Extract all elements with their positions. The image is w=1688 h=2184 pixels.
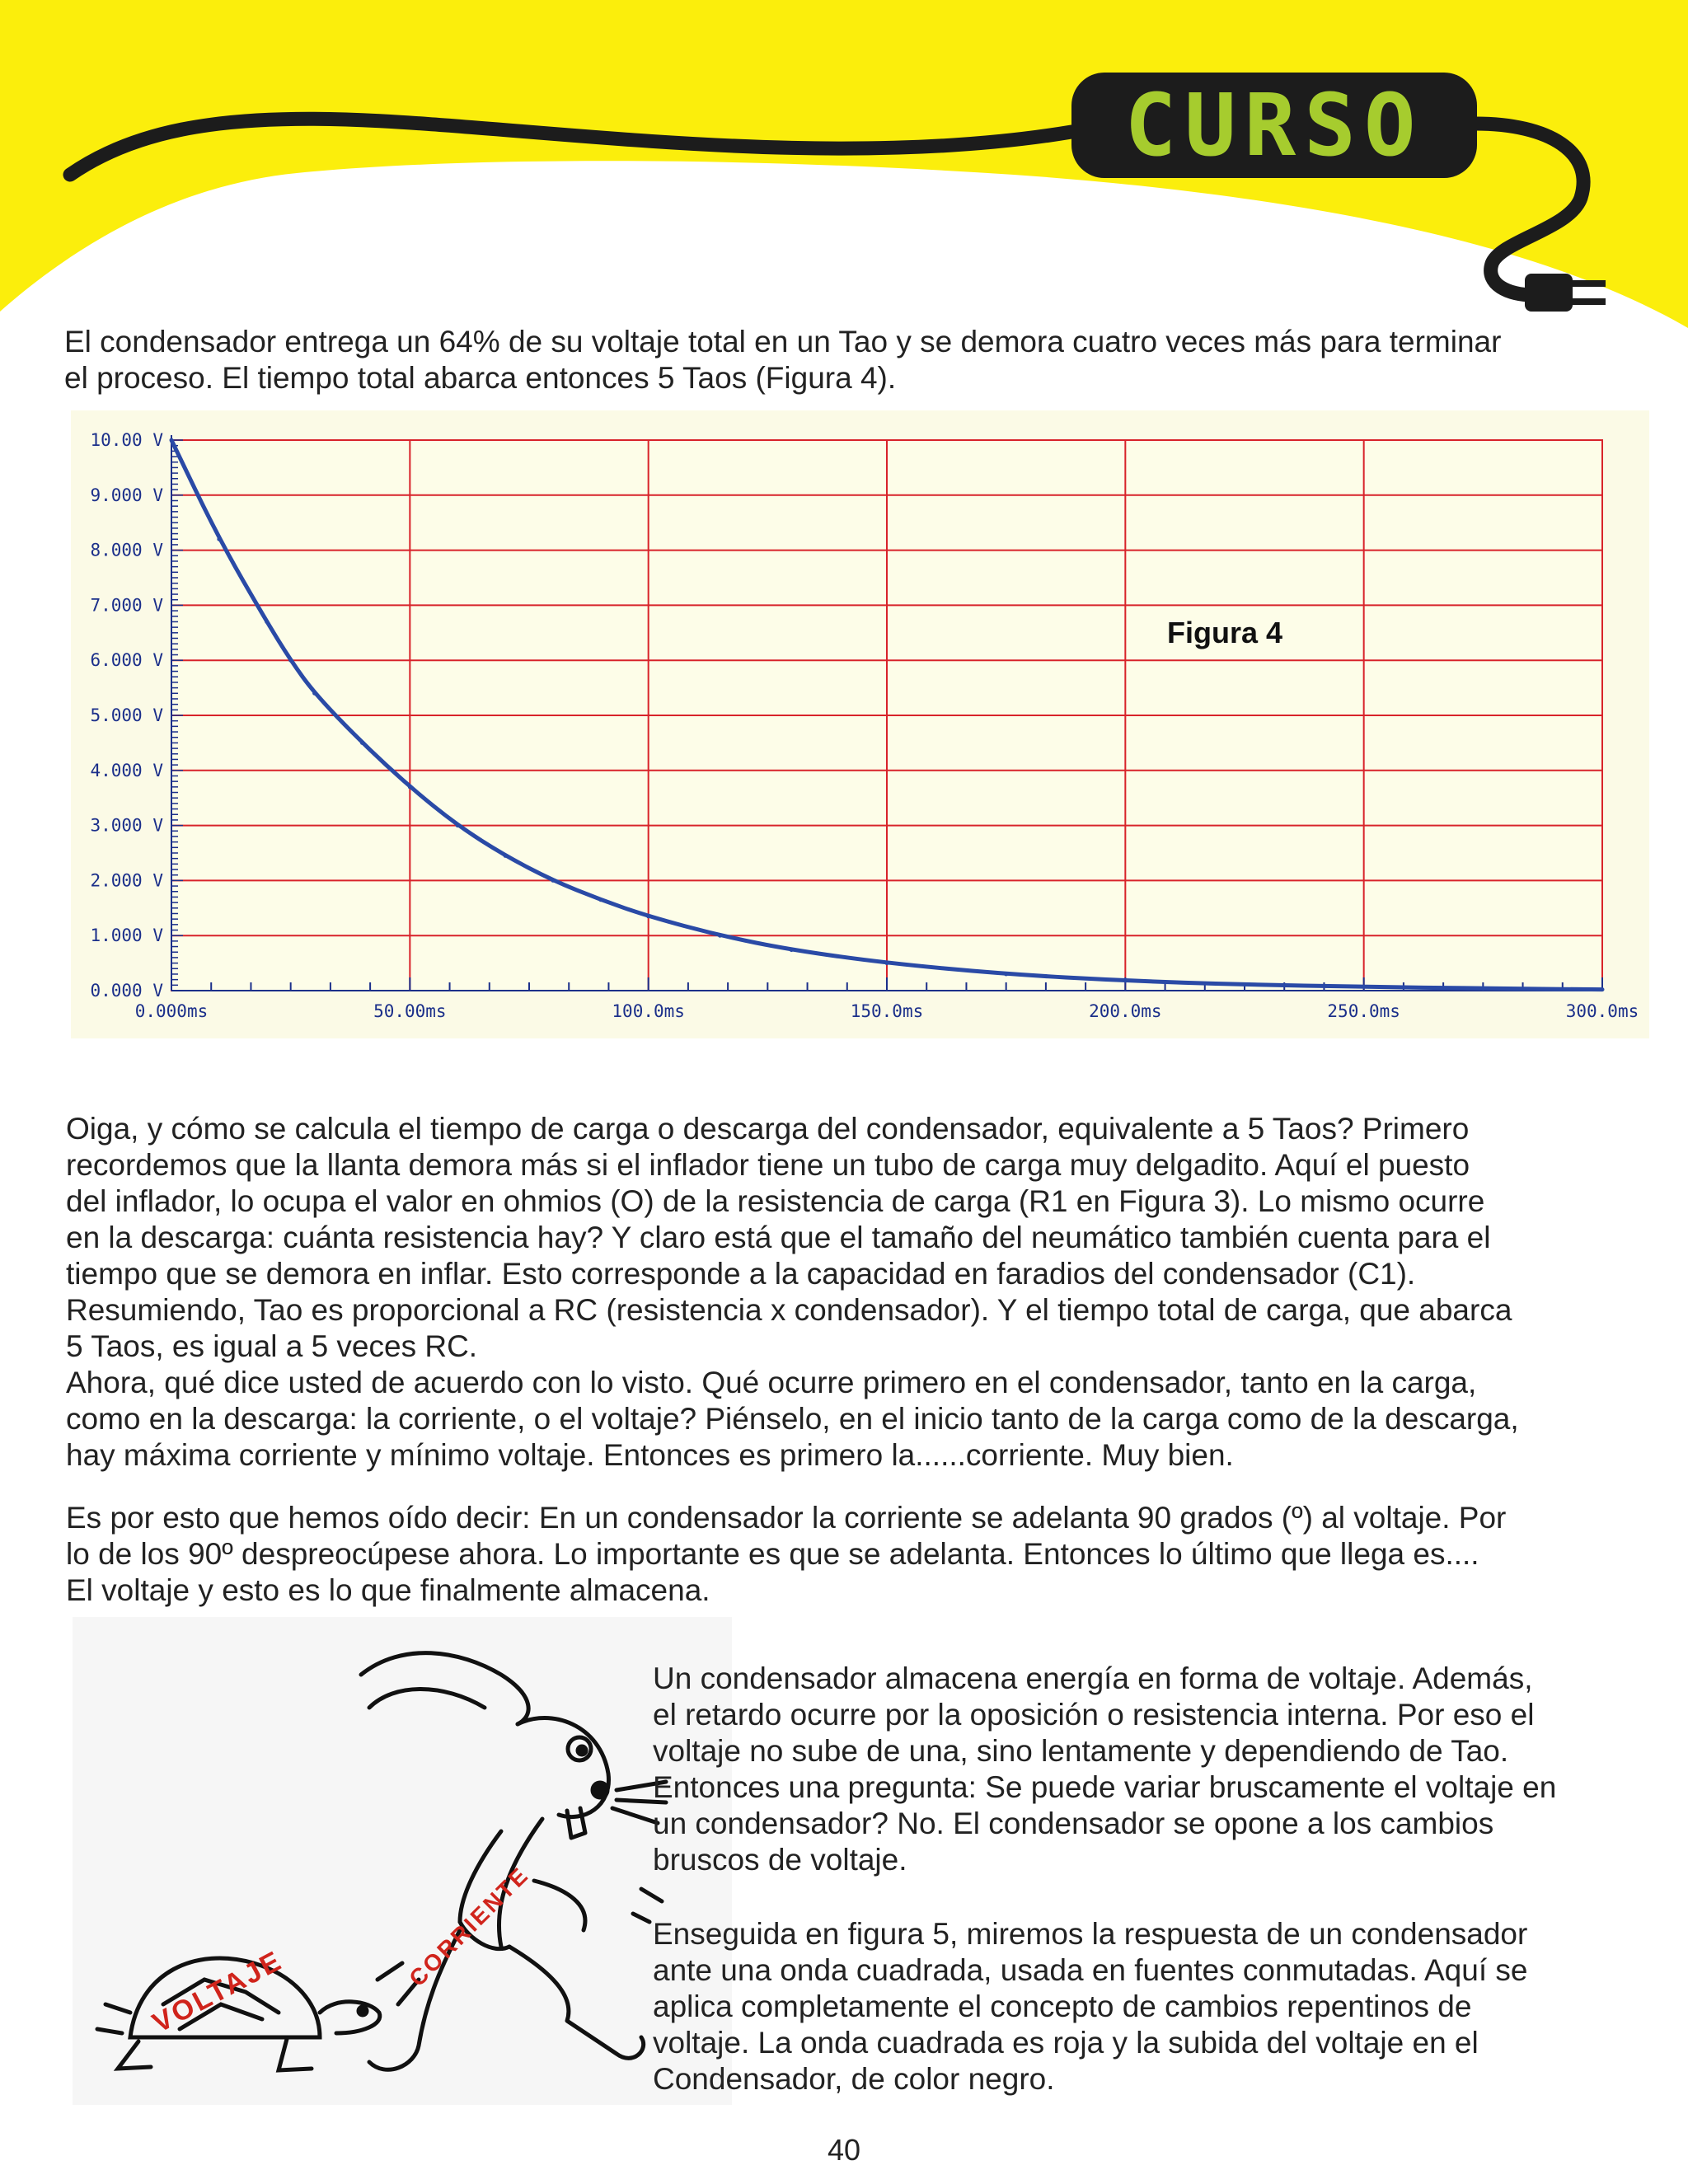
page-number: 40 — [827, 2133, 861, 2167]
data-point — [1601, 987, 1605, 991]
illustration-svg — [73, 1617, 732, 2105]
data-point — [312, 691, 316, 696]
data-point — [551, 879, 555, 883]
data-point — [265, 620, 269, 624]
data-point — [885, 961, 889, 965]
y-tick-label: 8.000 V — [90, 540, 163, 560]
x-tick-label: 200.0ms — [1089, 1001, 1162, 1021]
data-point — [718, 934, 722, 938]
y-tick-label: 4.000 V — [90, 760, 163, 780]
figure-4-chart — [71, 410, 1649, 1038]
data-point — [646, 914, 650, 918]
turtle-label: VOLTAJE — [147, 1944, 288, 2040]
y-tick-label: 10.00 V — [90, 430, 163, 450]
intro-paragraph: El condensador entrega un 64% de su voltaje total en un Tao y se demora cuatro veces más para terminar el proceso. El tiempo total abarca entonces 5 Taos (Figura 4). — [64, 325, 1502, 395]
course-badge-label: CURSO — [1124, 75, 1424, 176]
y-tick-label: 0.000 V — [90, 981, 163, 1001]
page-header — [0, 0, 1688, 330]
data-point — [1123, 978, 1128, 982]
side-paragraph-square-wave: Enseguida en figura 5, miremos la respuesta de un condensador ante una onda cuadrada, usada en fuentes conmutadas. Aquí se aplica completamente el concepto de cambios repentinos de voltaje. La onda cuadrada es roja y la subida del voltaje en el Condensador, de color negro. — [653, 1917, 1528, 2096]
data-point — [456, 823, 460, 827]
rabbit-label: CORRIENTE — [404, 1861, 534, 1992]
side-paragraph-voltage: Un condensador almacena energía en forma de voltaje. Además, el retardo ocurre por la oposición o resistencia interna. Por eso el voltaje no sube de una, sino lentamente y dependiendo de Tao. Entonces una pregunta: Se puede variar bruscamente el voltaje en un condensador? No. El condensador se opone a los cambios bruscos de voltaje. — [653, 1661, 1557, 1877]
data-point — [1362, 985, 1366, 989]
data-point — [1481, 987, 1485, 991]
data-point — [1243, 982, 1247, 987]
y-tick-label: 2.000 V — [90, 870, 163, 891]
data-point — [170, 438, 174, 443]
y-tick-label: 9.000 V — [90, 485, 163, 505]
data-point — [217, 537, 221, 541]
rabbit-turtle-illustration — [73, 1617, 732, 2105]
data-point — [288, 658, 293, 663]
rabbit-drawing — [361, 1653, 666, 2070]
chart-svg — [71, 410, 1649, 1038]
body-paragraph-calculation: Oiga, y cómo se calcula el tiempo de carga o descarga del condensador, equivalente a 5 Taos? Primero recordemos que la llanta demora más si el inflador tiene un tubo de carga muy delgadito. Aquí el puesto del inflador, lo ocupa el valor en ohmios (O) de la resistencia de carga (R1 en Figura 3). Lo mismo ocurre en la descarga: cuánta resistencia hay? Y claro está que el tamaño del neumático también cuenta para el tiempo que se demora en inflar. Esto corresponde a la capacidad en faradios del condensador (C1). Resumiendo, Tao es proporcional a RC (resistencia x condensador). Y el tiempo total de carga, que abarca 5 Taos, es igual a 5 veces RC. Ahora, qué dice usted de acuerdo con lo visto. Qué ocurre primero en el condensador, tanto en la carga, como en la descarga: la corriente, o el voltaje? Piénselo, en el inicio tanto de la carga como de la descarga, hay máxima corriente y mínimo voltaje. Entonces es primero la......corriente. Muy bien. — [66, 1112, 1519, 1472]
y-tick-label: 3.000 V — [90, 815, 163, 836]
y-tick-label: 7.000 V — [90, 595, 163, 616]
chart-title: Figura 4 — [1167, 616, 1283, 649]
x-tick-label: 250.0ms — [1327, 1001, 1400, 1021]
data-point — [360, 741, 364, 745]
x-tick-label: 300.0ms — [1565, 1001, 1639, 1021]
x-tick-label: 0.000ms — [134, 1001, 209, 1021]
data-point — [504, 854, 508, 858]
x-tick-label: 50.00ms — [373, 1001, 447, 1021]
data-point — [790, 948, 794, 952]
body-paragraph-current-leads: Es por esto que hemos oído decir: En un condensador la corriente se adelanta 90 grados (º) al voltaje. Por lo de los 90º despreocúpese ahora. Lo importante es que se adelanta. Entonces lo último que llega es.... El voltaje y esto es lo que finalmente almacena. — [66, 1501, 1507, 1607]
data-point — [408, 785, 412, 789]
x-tick-label: 150.0ms — [850, 1001, 924, 1021]
y-tick-label: 1.000 V — [90, 926, 163, 946]
data-point — [598, 898, 603, 902]
y-tick-label: 5.000 V — [90, 705, 163, 725]
y-tick-label: 6.000 V — [90, 650, 163, 671]
course-badge — [1071, 73, 1477, 178]
data-point — [1004, 972, 1008, 976]
x-tick-label: 100.0ms — [612, 1001, 685, 1021]
